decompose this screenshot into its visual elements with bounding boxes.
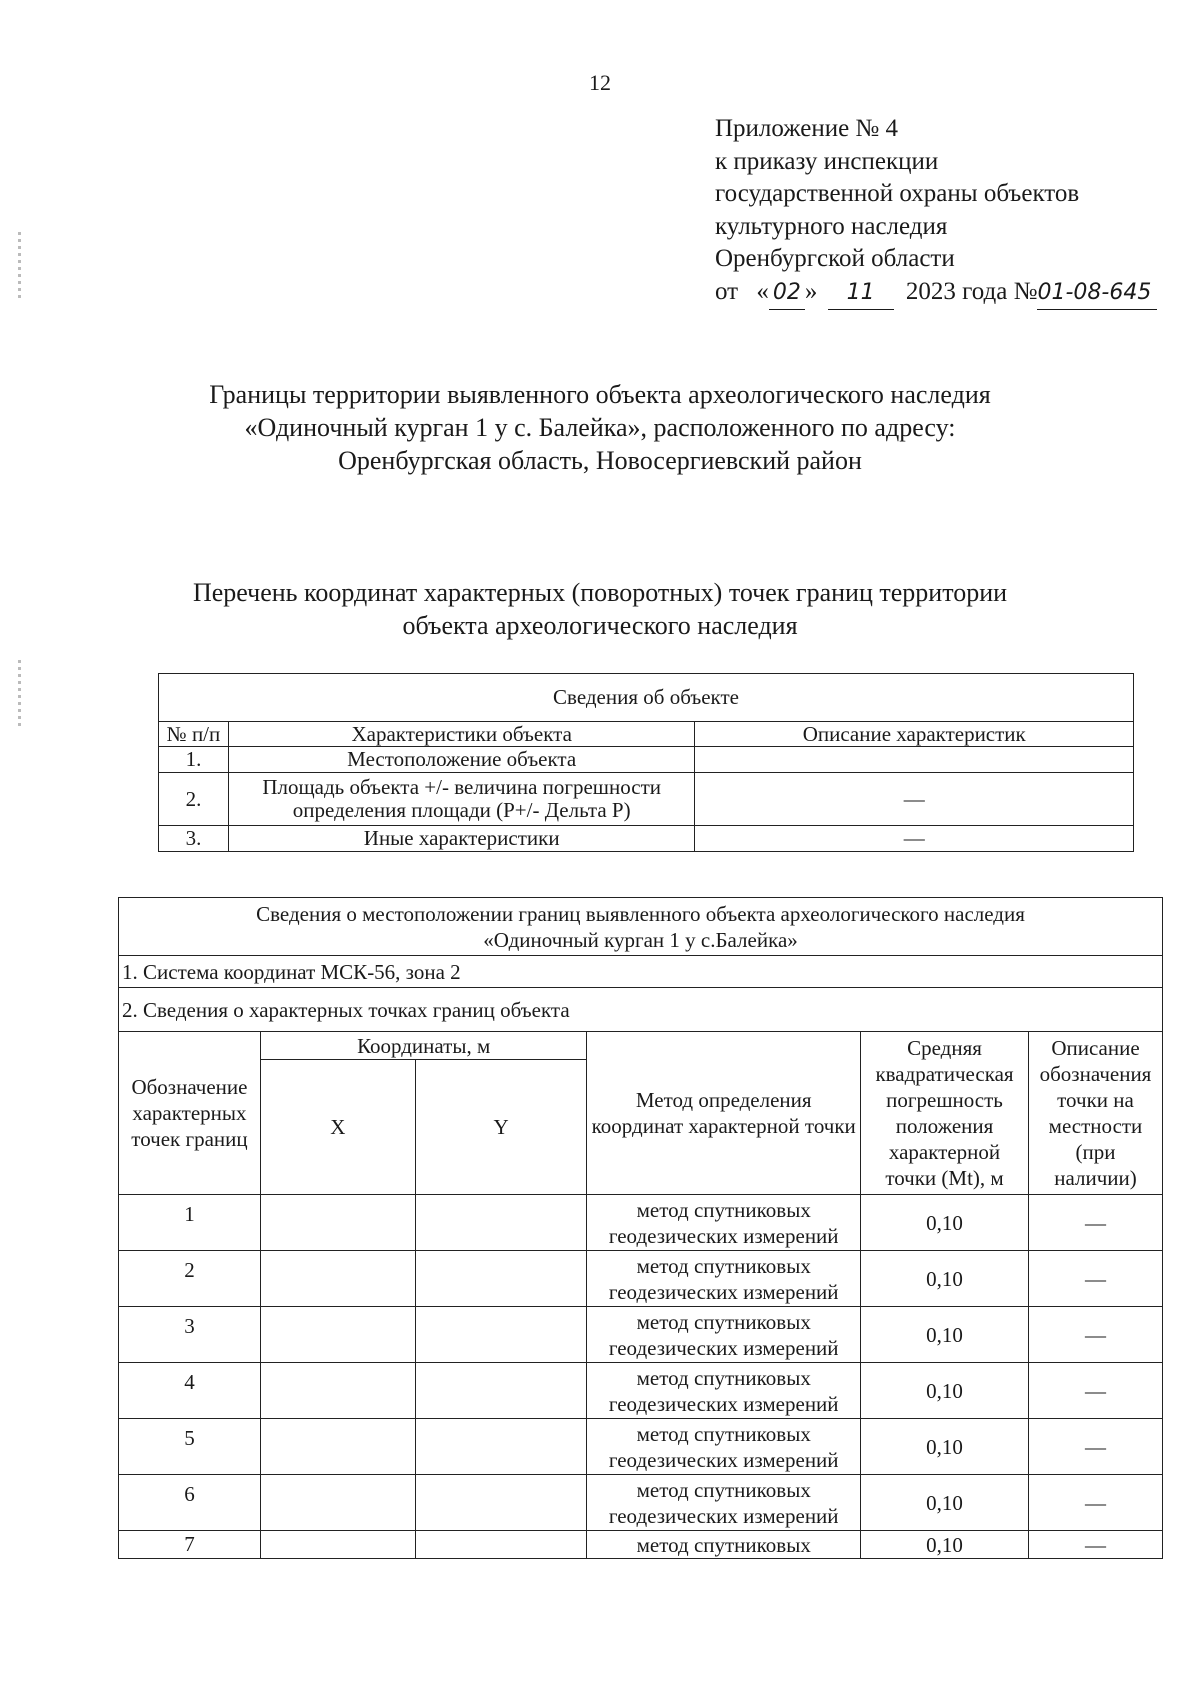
boundary-points-table xyxy=(118,897,1163,1559)
table-row xyxy=(119,1363,1163,1419)
point-error: 0,10 xyxy=(861,1419,1029,1475)
appendix-date-line: от « 02 » 11 2023 года №01-08-645 xyxy=(715,276,1157,311)
table-row xyxy=(119,1531,1163,1559)
table-row xyxy=(119,1419,1163,1475)
info-row-desc: — xyxy=(695,826,1134,852)
info-header-desc: Описание характеристик xyxy=(695,722,1134,747)
info-row-num: 2. xyxy=(159,773,229,826)
info-row-name: Площадь объекта +/- величина погрешности определения площади (Р+/- Дельта Р) xyxy=(228,773,695,826)
info-row-name: Местоположение объекта xyxy=(228,747,695,773)
point-description: — xyxy=(1028,1475,1162,1531)
date-day: 02 xyxy=(769,277,805,311)
subtitle-line: Перечень координат характерных (поворотных) точек границ территории xyxy=(192,578,1008,607)
point-number: 7 xyxy=(119,1531,261,1559)
point-description: — xyxy=(1028,1195,1162,1251)
appendix-line: государственной охраны объектов xyxy=(715,180,1080,207)
date-month: 11 xyxy=(828,277,894,311)
point-method: метод спутниковых геодезических измерений xyxy=(587,1363,861,1419)
point-x xyxy=(260,1251,415,1307)
info-row-num: 1. xyxy=(159,747,229,773)
point-y xyxy=(415,1195,587,1251)
point-description: — xyxy=(1028,1251,1162,1307)
point-description: — xyxy=(1028,1363,1162,1419)
title-line: «Одиночный курган 1 у с. Балейка», расположенного по адресу: xyxy=(244,413,956,442)
info-table-caption: Сведения об объекте xyxy=(159,674,1134,722)
appendix-line: Приложение № 4 xyxy=(715,115,899,142)
info-row-desc xyxy=(695,747,1134,773)
caption-line: «Одиночный курган 1 у с.Балейка» xyxy=(483,927,798,952)
point-method: метод спутниковых геодезических измерений xyxy=(587,1419,861,1475)
point-number: 5 xyxy=(119,1419,261,1475)
header-x: X xyxy=(260,1060,415,1195)
points-table-caption xyxy=(119,898,1163,956)
point-x xyxy=(260,1307,415,1363)
point-description: — xyxy=(1028,1531,1162,1559)
title-line: Оренбургская область, Новосергиевский район xyxy=(338,446,862,475)
object-info-table xyxy=(158,673,1134,852)
point-error: 0,10 xyxy=(861,1195,1029,1251)
point-method: метод спутниковых геодезических измерений xyxy=(587,1475,861,1531)
point-error: 0,10 xyxy=(861,1363,1029,1419)
date-prefix: от xyxy=(715,277,739,305)
header-y: Y xyxy=(415,1060,587,1195)
subtitle-line: объекта археологического наследия xyxy=(402,611,798,640)
year-text: 2023 года № xyxy=(905,277,1038,305)
info-row-desc: — xyxy=(695,773,1134,826)
point-method: метод спутниковых геодезических измерений xyxy=(587,1195,861,1251)
point-x xyxy=(260,1531,415,1559)
info-row-num: 3. xyxy=(159,826,229,852)
appendix-line: Оренбургской области xyxy=(715,245,955,272)
point-number: 2 xyxy=(119,1251,261,1307)
appendix-line: культурного наследия xyxy=(715,212,948,240)
appendix-line: к приказу инспекции xyxy=(715,147,939,175)
point-error: 0,10 xyxy=(861,1251,1029,1307)
point-x xyxy=(260,1419,415,1475)
point-description: — xyxy=(1028,1419,1162,1475)
info-header-num: № п/п xyxy=(159,722,229,747)
point-error: 0,10 xyxy=(861,1307,1029,1363)
table-row xyxy=(119,1195,1163,1251)
document-title xyxy=(0,378,1200,477)
coordinate-system-row: 1. Система координат МСК-56, зона 2 xyxy=(119,956,1163,988)
page-number: 12 xyxy=(589,70,611,95)
point-y xyxy=(415,1363,587,1419)
point-y xyxy=(415,1475,587,1531)
scan-margin-mark xyxy=(18,660,21,730)
point-x xyxy=(260,1195,415,1251)
point-description: — xyxy=(1028,1307,1162,1363)
order-number: 01-08-645 xyxy=(1037,277,1157,311)
header-coordinates: Координаты, м xyxy=(260,1032,586,1060)
point-number: 3 xyxy=(119,1307,261,1363)
point-number: 1 xyxy=(119,1195,261,1251)
header-designation: Обозначение характерных точек границ xyxy=(119,1032,261,1195)
table-row xyxy=(119,1307,1163,1363)
info-header-name: Характеристики объекта xyxy=(228,722,695,747)
header-method: Метод определения координат характерной точки xyxy=(587,1032,861,1195)
point-error: 0,10 xyxy=(861,1475,1029,1531)
point-number: 4 xyxy=(119,1363,261,1419)
point-method: метод спутниковых xyxy=(587,1531,861,1559)
point-y xyxy=(415,1307,587,1363)
caption-line: Сведения о местоположении границ выявленного объекта археологического наследия xyxy=(256,901,1025,926)
point-y xyxy=(415,1531,587,1559)
point-error: 0,10 xyxy=(861,1531,1029,1559)
document-subtitle xyxy=(0,576,1200,642)
header-description: Описание обозначения точки на местности (при наличии) xyxy=(1028,1032,1162,1195)
point-x xyxy=(260,1475,415,1531)
points-section-row: 2. Сведения о характерных точках границ объекта xyxy=(119,988,1163,1032)
point-x xyxy=(260,1363,415,1419)
scan-margin-mark xyxy=(18,232,21,302)
point-y xyxy=(415,1419,587,1475)
table-row xyxy=(119,1251,1163,1307)
info-row-name: Иные характеристики xyxy=(228,826,695,852)
header-error: Средняя квадратическая погрешность положения характерной точки (Mt), м xyxy=(861,1032,1029,1195)
point-y xyxy=(415,1251,587,1307)
point-number: 6 xyxy=(119,1475,261,1531)
point-method: метод спутниковых геодезических измерений xyxy=(587,1307,861,1363)
appendix-block xyxy=(715,113,1157,310)
title-line: Границы территории выявленного объекта археологического наследия xyxy=(209,380,991,409)
point-method: метод спутниковых геодезических измерений xyxy=(587,1251,861,1307)
table-row xyxy=(119,1475,1163,1531)
